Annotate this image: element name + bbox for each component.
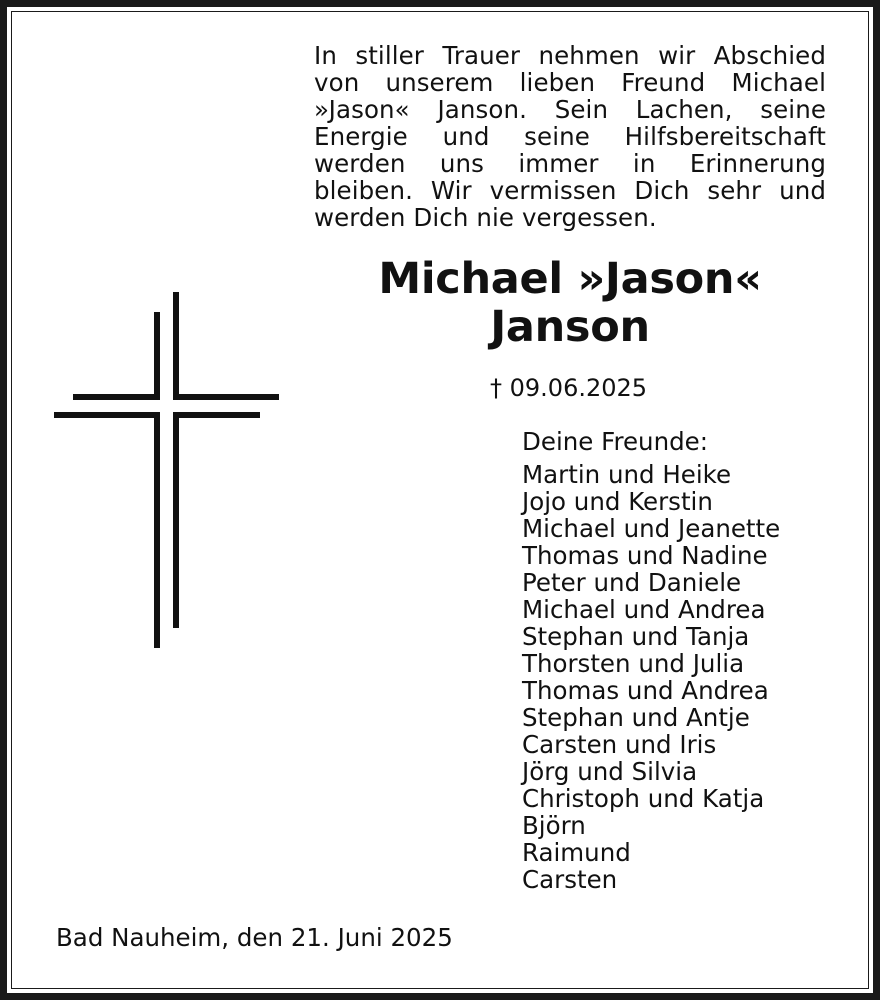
friends-block <box>522 427 780 893</box>
deceased-name <box>300 255 840 351</box>
deceased-name-line-2: Janson <box>490 302 650 352</box>
place-date: Bad Nauheim, den 21. Juni 2025 <box>56 923 453 952</box>
friend-name: Michael und Jeanette <box>522 514 781 543</box>
friend-name: Peter und Daniele <box>522 568 742 597</box>
friend-name: Jojo und Kerstin <box>522 487 713 516</box>
deceased-name-line-1: Michael »Jason« <box>378 254 762 304</box>
friend-name: Thorsten und Julia <box>522 649 745 678</box>
friend-name: Stephan und Antje <box>522 703 750 732</box>
friend-name: Carsten und Iris <box>522 730 717 759</box>
cross-icon <box>50 288 290 658</box>
friend-name: Carsten <box>522 865 618 894</box>
intro-text: In stiller Trauer nehmen wir Abschied von unserem lieben Freund Michael »Jason« Janson. Sein Lachen, seine Energie und seine Hilfsbereitschaft werden uns immer in Erinnerung bleiben. Wir vermissen Dich sehr und werden Dich nie vergessen. <box>314 41 826 232</box>
friend-name: Thomas und Nadine <box>522 541 768 570</box>
friend-name: Thomas und Andrea <box>522 676 769 705</box>
friend-name: Raimund <box>522 838 631 867</box>
friend-name: Michael und Andrea <box>522 595 766 624</box>
friends-list <box>522 461 780 893</box>
friend-name: Stephan und Tanja <box>522 622 750 651</box>
friend-name: Martin und Heike <box>522 460 732 489</box>
death-date: † 09.06.2025 <box>490 374 648 402</box>
friend-name: Björn <box>522 811 586 840</box>
friend-name: Jörg und Silvia <box>522 757 698 786</box>
friend-name: Christoph und Katja <box>522 784 765 813</box>
friends-heading: Deine Freunde: <box>522 427 708 456</box>
